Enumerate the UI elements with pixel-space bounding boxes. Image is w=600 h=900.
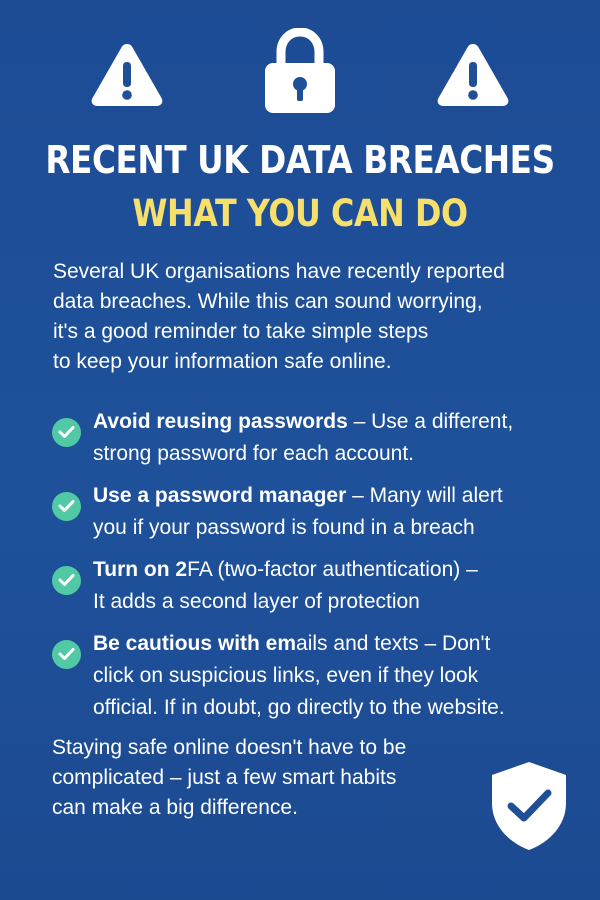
check-icon [52,566,81,595]
check-icon [52,418,81,447]
shield-check-icon [488,759,570,853]
closing-line: can make a big difference. [52,796,298,819]
tips-list [52,406,582,734]
closing-paragraph [52,733,472,823]
tip-text: – Many will alert [346,484,503,507]
tip-line [93,406,582,438]
tip-text: you if your password is found in a breach [93,516,475,539]
list-item [52,554,582,618]
intro-paragraph [53,257,573,377]
closing-line: Staying safe online doesn't have to be [52,736,407,759]
intro-line: it's a good reminder to take simple steps [53,320,429,343]
warning-icon [89,40,165,108]
list-item [52,480,582,544]
tip-line [93,628,582,660]
tip-text: official. If in doubt, go directly to the website. [93,696,505,719]
tip-text: ails and texts – Don't [296,632,491,655]
lock-icon [263,28,337,114]
intro-line: data breaches. While this can sound worrying, [53,290,483,313]
tip-heading: Avoid reusing passwords [93,410,348,433]
list-item [52,628,582,724]
intro-line: Several UK organisations have recently reported [53,260,505,283]
intro-line: to keep your information safe online. [53,350,392,373]
tip-heading: Turn on 2 [93,558,188,581]
tip-heading: Use a password manager [93,484,347,507]
tip-heading: Be cautious with em [93,632,297,655]
tip-line [93,480,582,512]
closing-line: complicated – just a few smart habits [52,766,397,789]
tip-text: FA (two-factor authentication) – [187,558,478,581]
tip-text: It adds a second layer of protection [93,590,420,613]
tip-text: strong password for each account. [93,442,415,465]
tip-text: – Use a different, [347,410,514,433]
tip-text: click on suspicious links, even if they look [93,664,479,687]
list-item [52,406,582,470]
page-subtitle: WHAT YOU CAN DO [132,192,468,235]
check-icon [52,640,81,669]
check-icon [52,492,81,521]
tip-line [93,554,582,586]
page-title: RECENT UK DATA BREACHES [45,138,555,182]
warning-icon [435,40,511,108]
